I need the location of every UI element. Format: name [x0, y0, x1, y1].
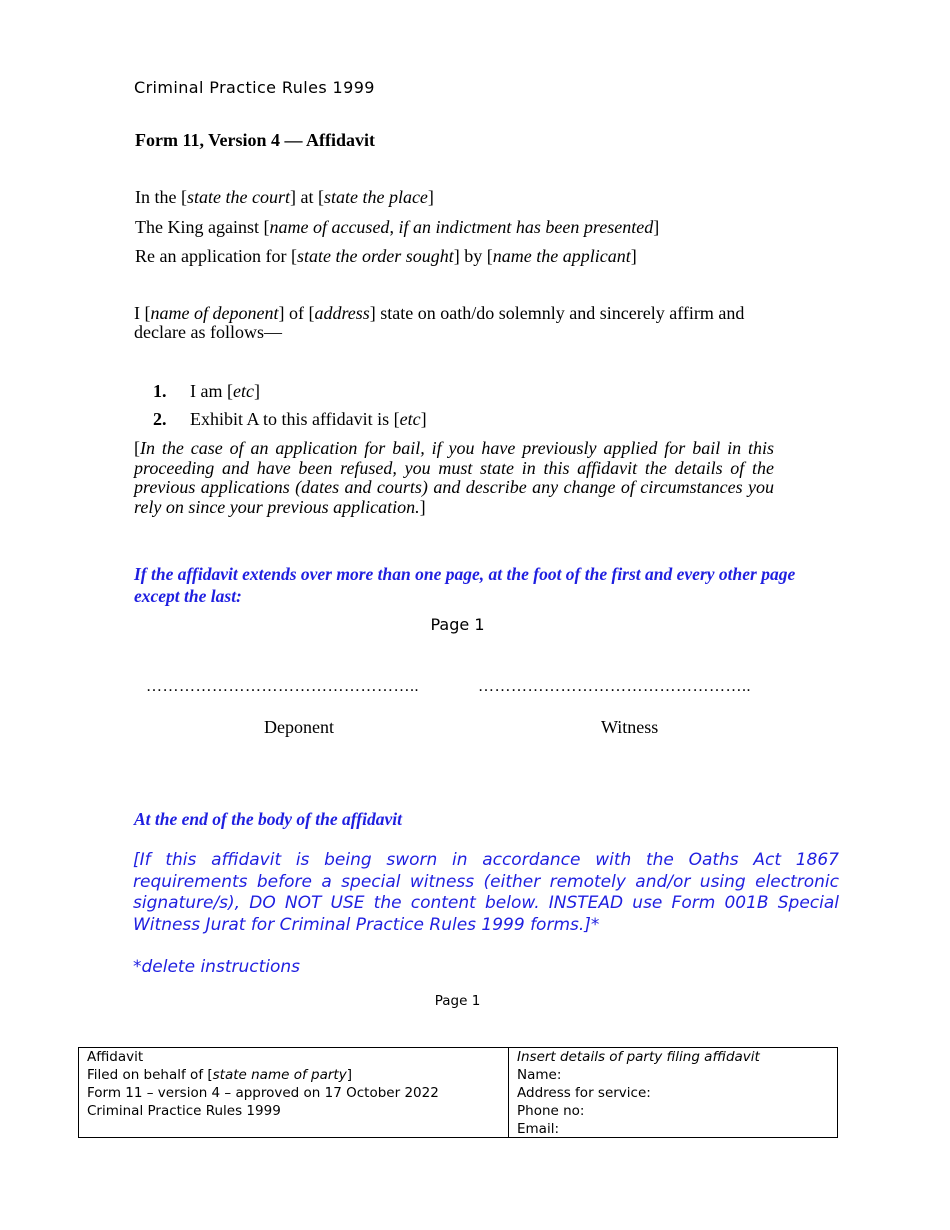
footer-form-version: Form 11 – version 4 – approved on 17 October 2022	[87, 1085, 439, 1101]
accused-placeholder: name of accused	[269, 217, 390, 237]
phone-field: Phone no:	[517, 1103, 585, 1119]
footer-document-details	[79, 1048, 509, 1137]
court-line-mid: ] at [	[289, 187, 324, 207]
page-footer-marker: Page 1	[434, 993, 481, 1009]
bail-note-open: [	[134, 438, 140, 458]
application-line	[135, 246, 637, 267]
witness-signature-line: …………………………………………..	[478, 678, 751, 695]
footer-party-details	[509, 1048, 837, 1137]
footer-filed-on-behalf	[87, 1066, 500, 1084]
list-item	[153, 381, 260, 402]
party-name-field: Name:	[517, 1067, 562, 1083]
deponent-signature-line: …………………………………………..	[146, 678, 419, 695]
special-witness-note: [If this affidavit is being sworn in accordance with the Oaths Act 1867 requirements before a special witness (either remotely and/or using electronic signature/s), DO NOT USE the content below. INSTEAD use Form 001B Special Witness Jurat for Criminal Practice Rules 1999 forms.]*	[133, 850, 839, 935]
parties-line	[135, 217, 659, 238]
page-marker: Page 1	[430, 615, 485, 634]
deponent-label: Deponent	[264, 717, 334, 737]
oath-statement	[134, 304, 794, 342]
multi-page-instruction: If the affidavit extends over more than one page, at the foot of the first and every other page except the last:	[134, 564, 796, 606]
email-field: Email:	[517, 1121, 560, 1137]
party-placeholder: state name of party	[212, 1067, 347, 1083]
application-line-prefix: Re an application for [	[135, 246, 297, 266]
order-placeholder: state the order sought	[296, 246, 454, 266]
court-line-prefix: In the [	[135, 187, 187, 207]
etc-placeholder: etc	[399, 409, 421, 429]
address-placeholder: address	[314, 303, 370, 323]
oath-prefix: I [	[134, 303, 151, 323]
parties-line-mid: ,	[389, 217, 399, 237]
oath-suffix: ] state on oath/do solemnly and sincerely affirm and declare as follows—	[134, 303, 745, 342]
document-title: Criminal Practice Rules 1999	[134, 78, 375, 97]
witness-label: Witness	[601, 717, 659, 737]
footer-rules: Criminal Practice Rules 1999	[87, 1103, 281, 1119]
footer-doc-type: Affidavit	[87, 1049, 144, 1065]
item-text: Exhibit A to this affidavit is [	[190, 409, 400, 429]
indictment-placeholder: if an indictment has been presented	[398, 217, 654, 237]
bail-note	[134, 439, 774, 517]
parties-line-suffix: ]	[653, 217, 660, 237]
parties-line-prefix: The King against [	[135, 217, 270, 237]
item-number: 2.	[153, 409, 167, 429]
item-text-end: ]	[420, 409, 427, 429]
filed-suffix: ]	[346, 1067, 352, 1083]
oath-mid: ] of [	[278, 303, 315, 323]
place-placeholder: state the place	[323, 187, 428, 207]
applicant-placeholder: name the applicant	[492, 246, 631, 266]
court-line	[135, 187, 434, 208]
form-heading: Form 11, Version 4 — Affidavit	[135, 130, 376, 150]
party-details-heading: Insert details of party filing affidavit	[517, 1049, 760, 1065]
bail-note-close: ]	[419, 496, 426, 517]
application-line-mid: ] by [	[453, 246, 493, 266]
etc-placeholder: etc	[232, 381, 254, 401]
court-line-suffix: ]	[427, 187, 434, 207]
end-of-body-heading: At the end of the body of the affidavit	[134, 809, 402, 829]
bail-note-text: In the case of an application for bail, if you have previously applied for bail in this proceeding and have been refused, you must state in this affidavit the details of the previous applications (dates and courts) and describe any change of circumstances you rely on since your previous application.	[134, 438, 774, 517]
court-placeholder: state the court	[186, 187, 290, 207]
deponent-placeholder: name of deponent	[150, 303, 279, 323]
item-text: I am [	[190, 381, 233, 401]
item-number: 1.	[153, 381, 167, 401]
application-line-suffix: ]	[630, 246, 637, 266]
filed-prefix: Filed on behalf of [	[87, 1067, 213, 1083]
list-item	[153, 409, 427, 430]
address-for-service-field: Address for service:	[517, 1085, 651, 1101]
item-text-end: ]	[253, 381, 260, 401]
delete-instructions-note: *delete instructions	[133, 957, 301, 977]
footer-table	[78, 1047, 838, 1138]
